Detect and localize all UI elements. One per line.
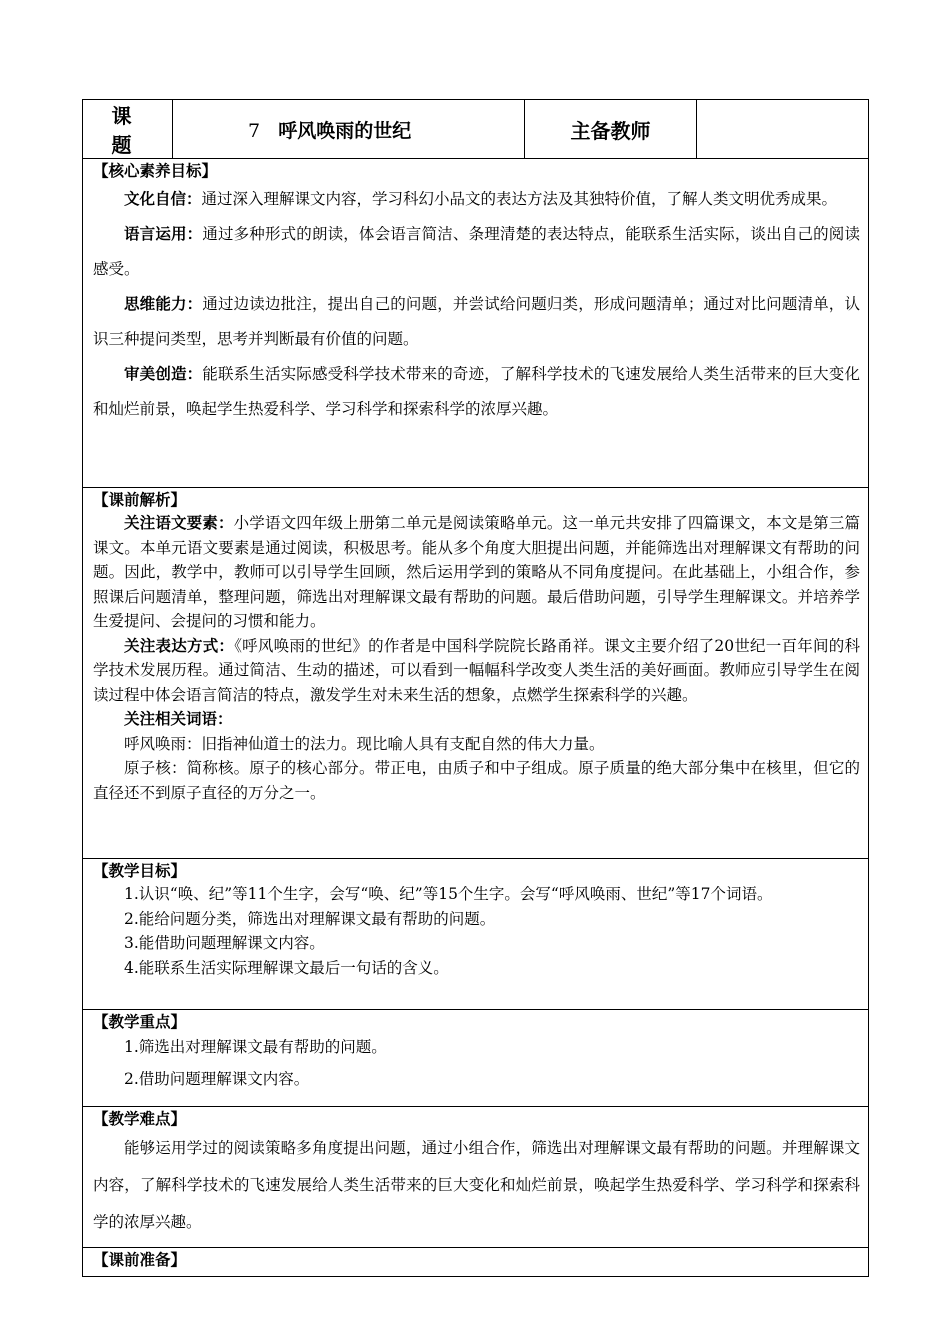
teaching-goals-title: 【教学目标】	[93, 862, 187, 880]
teaching-goal-4: 4.能联系生活实际理解课文最后一句话的含义。	[124, 958, 449, 977]
key-points-row	[83, 1010, 869, 1107]
core-goal-aesthetic: 审美创造：能联系生活实际感受科学技术带来的奇迹，了解科学技术的飞速发展给人类生活带来的巨大变化和灿烂前景，唤起学生热爱科学、学习科学和探索科学的浓厚兴趣。	[93, 365, 860, 418]
word-definition-2: 原子核：简称核。原子的核心部分。带正电，由质子和中子组成。原子质量的绝大部分集中在核里，但它的直径还不到原子直径的万分之一。	[93, 759, 860, 802]
lesson-plan-table	[82, 99, 869, 1277]
teacher-value	[697, 100, 869, 159]
core-goal-language: 语言运用：通过多种形式的朗读，体会语言简洁、条理清楚的表达特点，能联系生活实际，谈出自己的阅读感受。	[93, 225, 860, 278]
teacher-label: 主备教师	[525, 100, 697, 159]
key-points-section	[83, 1010, 869, 1107]
key-point-1: 1.筛选出对理解课文最有帮助的问题。	[124, 1038, 387, 1056]
core-goals-title: 【核心素养目标】	[93, 162, 218, 180]
teaching-goal-1: 1.认识“唤、纪”等11个生字，会写“唤、纪”等15个生字。会写“呼风唤雨、世纪”等17个词语。	[124, 885, 773, 903]
difficulties-text: 能够运用学过的阅读策略多角度提出问题，通过小组合作，筛选出对理解课文最有帮助的问题。并理解课文内容，了解科学技术的飞速发展给人类生活带来的巨大变化和灿烂前景，唤起学生热爱科学、学习科学和探索科学的浓厚兴趣。	[93, 1139, 860, 1231]
core-goal-culture: 文化自信：通过深入理解课文内容，学习科幻小品文的表达方法及其独特价值，了解人类文明优秀成果。	[124, 190, 838, 208]
key-point-2: 2.借助问题理解课文内容。	[124, 1070, 310, 1088]
difficulties-title: 【教学难点】	[93, 1110, 187, 1128]
teaching-goals-section	[83, 859, 869, 1010]
teaching-goal-3: 3.能借助问题理解课文内容。	[124, 934, 325, 952]
analysis-row	[83, 488, 869, 859]
lesson-plan-sheet	[82, 99, 868, 1277]
lesson-title-cell	[173, 100, 525, 159]
analysis-section	[83, 488, 869, 859]
preparation-row	[83, 1248, 869, 1277]
header-row	[83, 100, 869, 159]
lesson-title: 呼风唤雨的世纪	[278, 119, 412, 142]
preparation-section	[83, 1248, 869, 1277]
core-goals-row	[83, 159, 869, 488]
analysis-expression: 关注表达方式：《呼风唤雨的世纪》的作者是中国科学院院长路甬祥。课文主要介绍了20世纪一百年间的科学技术发展历程。通过简洁、生动的描述，可以看到一幅幅科学改变人类生活的美好画面。教师应引导学生在阅读过程中体会语言简洁的特点，激发学生对未来生活的想象，点燃学生探索科学的兴趣。	[93, 636, 860, 704]
core-goals-section	[83, 159, 869, 488]
key-points-title: 【教学重点】	[93, 1013, 187, 1031]
teaching-goal-2: 2.能给问题分类，筛选出对理解课文最有帮助的问题。	[124, 909, 496, 928]
topic-label: 课 题	[83, 100, 173, 159]
analysis-words-label: 关注相关词语：	[124, 710, 233, 728]
analysis-title: 【课前解析】	[93, 491, 187, 509]
difficulties-row	[83, 1107, 869, 1248]
core-goal-thinking: 思维能力：通过边读边批注，提出自己的问题，并尝试给问题归类，形成问题清单；通过对比问题清单，认识三种提问类型，思考并判断最有价值的问题。	[93, 295, 860, 348]
lesson-number: 7	[248, 119, 261, 142]
difficulties-section	[83, 1107, 869, 1248]
analysis-elements: 关注语文要素：小学语文四年级上册第二单元是阅读策略单元。这一单元共安排了四篇课文，本文是第三篇课文。本单元语文要素是通过阅读，积极思考。能从多个角度大胆提出问题，并能筛选出对理解课文有帮助的问题。因此，教学中，教师可以引导学生回顾，然后运用学到的策略从不同角度提问。在此基础上，小组合作，参照课后问题清单，整理问题，筛选出对理解课文最有帮助的问题。最后借助问题，引导学生理解课文。并培养学生爱提问、会提问的习惯和能力。	[93, 514, 860, 630]
teaching-goals-row	[83, 859, 869, 1010]
word-definition-1: 呼风唤雨：旧指神仙道士的法力。现比喻人具有支配自然的伟大力量。	[124, 734, 605, 753]
preparation-title: 【课前准备】	[93, 1251, 187, 1269]
